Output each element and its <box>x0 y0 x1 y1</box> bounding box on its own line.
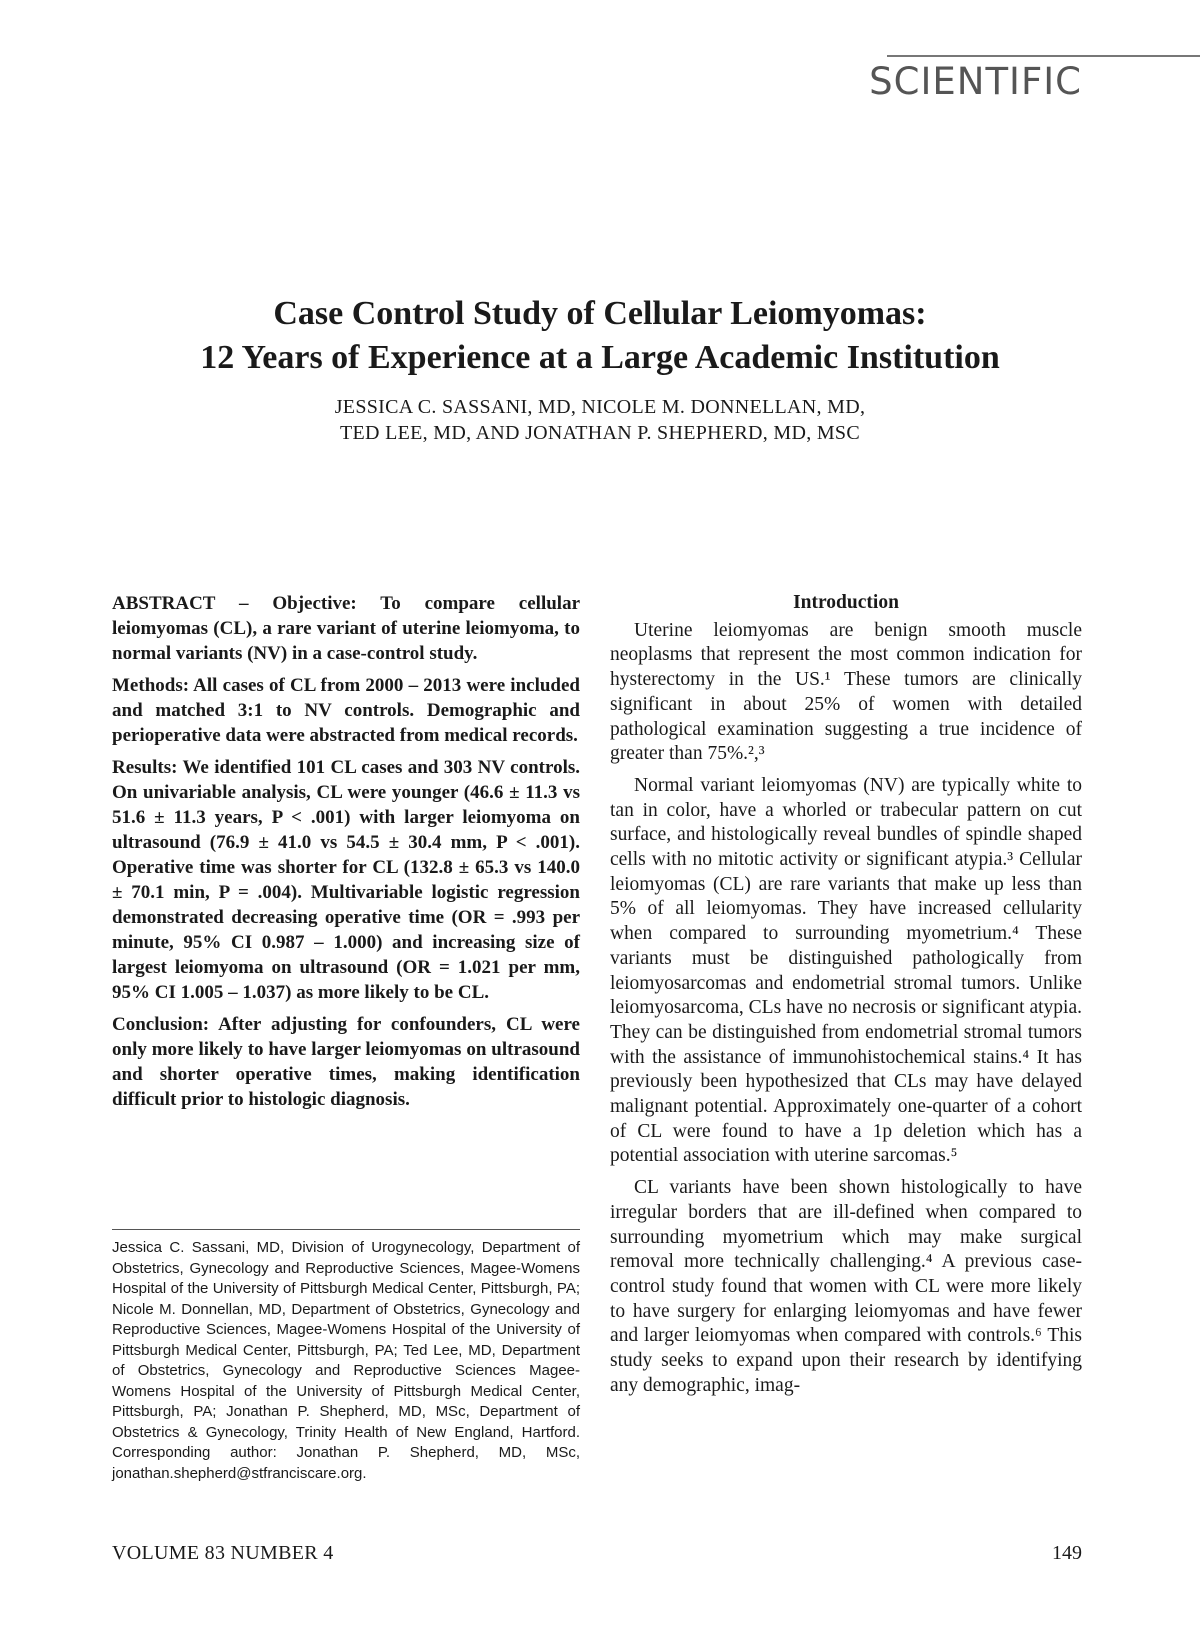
author-affiliations-footnote: Jessica C. Sassani, MD, Division of Urogynecology, Department of Obstetrics, Gynecology and Reproductive Sciences, Magee-Womens Hospital of the University of Pittsburgh Medical Center, Pittsburgh, PA; Nicole M. Donnellan, MD, Department of Obstetrics, Gynecology and Reproductive Sciences, Magee-Womens Hospital of the University of Pittsburgh Medical Center, Pittsburgh, PA; Ted Lee, MD, Department of Obstetrics, Gynecology and Reproductive Sciences Magee-Womens Hospital of the University of Pittsburgh Medical Center, Pittsburgh, PA; Jonathan P. Shepherd, MD, MSc, Department of Obstetrics & Gynecology, Trinity Health of New England, Hartford. Corresponding author: Jonathan P. Shepherd, MD, MSc, jonathan.shepherd@stfranciscare.org. <box>112 1239 580 1482</box>
introduction-paragraph: Normal variant leiomyomas (NV) are typically white to tan in color, have a whorled or trabecular pattern on cut surface, and histologically reveal bundles of spindle shaped cells with no mitotic activity or significant atypia.³ Cellular leiomyomas (CL) are rare variants that make up less than 5% of all leiomyomas. They have increased cellularity when compared to surrounding myometrium.⁴ These variants must be distinguished pathologically from leiomyosarcomas and endometrial stromal tumors. Unlike leiomyosarcoma, CLs have no necrosis or significant atypia. They can be distinguished from endometrial stromal tumors with the assistance of immunohistochemical stains.⁴ It has previously been hypothesized that CLs may have delayed malignant potential. Approximately one-quarter of a cohort of CL were found to have a 1p deletion which has a potential association with uterine sarcomas.⁵ <box>610 774 1082 1167</box>
page-number: 149 <box>1052 1542 1082 1564</box>
header-rule <box>887 55 1200 57</box>
introduction-heading: Introduction <box>793 592 899 613</box>
abstract-results: Results: We identified 101 CL cases and 303 NV controls. On univariable analysis, CL were younger (46.6 ± 11.3 vs 51.6 ± 11.3 years, P < .001) with larger leiomyoma on ultrasound (76.9 ± 41.0 vs 54.5 ± 30.4 mm, P < .001). Operative time was shorter for CL (132.8 ± 65.3 vs 140.0 ± 70.1 min, P = .004). Multivariable logistic regression demonstrated decreasing operative time (OR = .993 per minute, 95% CI 0.987 – 1.000) and increasing size of largest leiomyoma on ultrasound (OR = 1.021 per mm, 95% CI 1.005 – 1.037) as more likely to be CL. <box>112 757 580 1003</box>
abstract-objective: ABSTRACT – Objective: To compare cellular leiomyomas (CL), a rare variant of uterine leiomyoma, to normal variants (NV) in a case-control study. <box>112 593 580 664</box>
introduction-paragraph: Uterine leiomyomas are benign smooth muscle neoplasms that represent the most common indication for hysterectomy in the US.¹ These tumors are clinically significant in about 25% of women with detailed pathological examination suggesting a true incidence of greater than 75%.²,³ <box>610 619 1082 765</box>
authors-line-1: JESSICA C. SASSANI, MD, NICOLE M. DONNELLAN, MD, <box>334 396 866 418</box>
author-list <box>110 394 1090 446</box>
introduction-section <box>610 591 1082 1406</box>
section-label: SCIENTIFIC <box>869 60 1082 103</box>
footnote-rule <box>112 1229 580 1230</box>
introduction-paragraph: CL variants have been shown histologically to have irregular borders that are ill-defined when compared to surrounding myometrium which may make surgical removal more technically challenging.⁴ A previous case-control study found that women with CL were more likely to have surgery for enlarging leiomyomas and have fewer and larger leiomyomas when compared with controls.⁶ This study seeks to expand upon their research by identifying any demographic, imag- <box>610 1177 1082 1396</box>
article-title <box>110 292 1090 380</box>
abstract <box>112 591 580 1119</box>
title-line-2: 12 Years of Experience at a Large Academic Institution <box>200 339 1000 376</box>
abstract-conclusion: Conclusion: After adjusting for confounders, CL were only more likely to have larger leiomyomas on ultrasound and shorter operative times, making identification difficult prior to histologic diagnosis. <box>112 1014 580 1110</box>
abstract-methods: Methods: All cases of CL from 2000 – 2013 were included and matched 3:1 to NV controls. Demographic and perioperative data were abstracted from medical records. <box>112 675 580 746</box>
authors-line-2: TED LEE, MD, AND JONATHAN P. SHEPHERD, MD, MSC <box>340 422 860 444</box>
footer-volume: VOLUME 83 NUMBER 4 <box>112 1542 334 1564</box>
title-line-1: Case Control Study of Cellular Leiomyomas: <box>273 295 927 332</box>
